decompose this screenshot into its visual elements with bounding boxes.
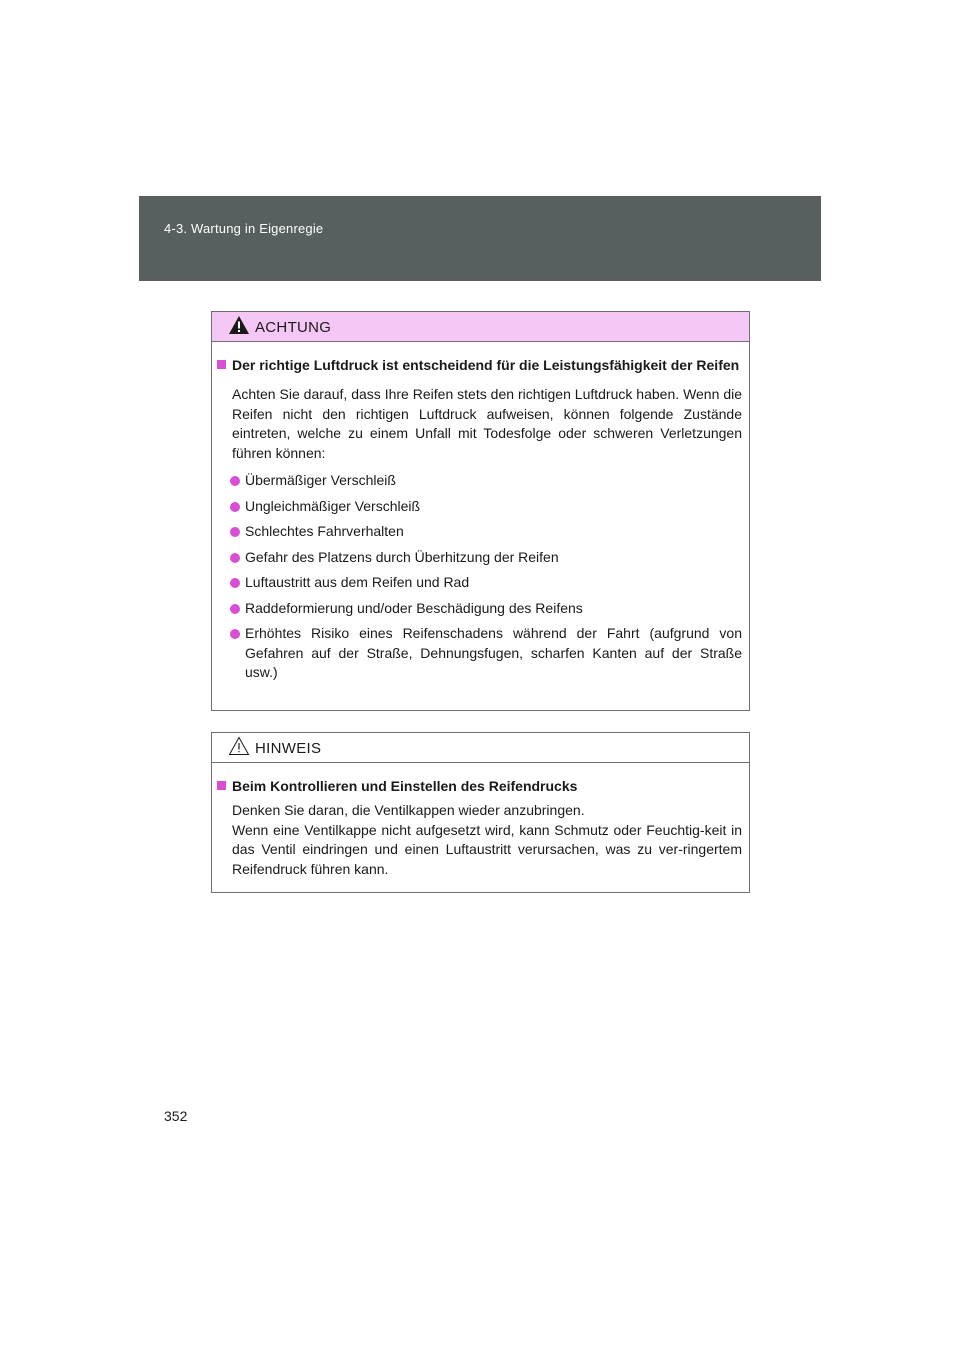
list-item: Schlechtes Fahrverhalten bbox=[216, 522, 742, 542]
warning-body: Achten Sie darauf, dass Ihre Reifen stets den richtigen Luftdruck haben. Wenn die Reifen nicht den richtigen Luftdruck aufweisen, können folgende Zustände eintreten, welche zu einem Unfall mit Todesfolge oder schweren Verletzungen führen können: bbox=[232, 386, 742, 461]
warning-triangle-icon bbox=[228, 315, 250, 335]
list-item: Luftaustritt aus dem Reifen und Rad bbox=[216, 573, 742, 593]
square-bullet-icon bbox=[217, 360, 226, 369]
notice-section-title: Beim Kontrollieren und Einstellen des Reifendrucks bbox=[216, 776, 742, 796]
circle-bullet-icon bbox=[230, 527, 240, 537]
list-item: Raddeformierung und/oder Beschädigung des Reifens bbox=[216, 599, 742, 619]
notice-label: HINWEIS bbox=[255, 740, 322, 757]
notice-box bbox=[211, 732, 750, 893]
square-bullet-icon bbox=[217, 781, 226, 790]
warning-section-title: Der richtige Luftdruck ist entscheidend für die Leistungsfähigkeit der Reifen bbox=[216, 355, 742, 375]
list-item: Gefahr des Platzens durch Überhitzung der Reifen bbox=[216, 548, 742, 568]
circle-bullet-icon bbox=[230, 553, 240, 563]
notice-body-2: Wenn eine Ventilkappe nicht aufgesetzt wird, kann Schmutz oder Feuchtig-keit in das Ventil eindringen und einen Luftaustritt verursachen, was zu ver-ringertem Reifendruck führen kann. bbox=[232, 821, 742, 877]
circle-bullet-icon bbox=[230, 502, 240, 512]
section-title: 4-3. Wartung in Eigenregie bbox=[164, 221, 324, 236]
notice-header bbox=[212, 733, 749, 763]
circle-bullet-icon bbox=[230, 629, 240, 639]
circle-bullet-icon bbox=[230, 604, 240, 614]
circle-bullet-icon bbox=[230, 476, 240, 486]
list-item: Ungleichmäßiger Verschleiß bbox=[216, 497, 742, 517]
circle-bullet-icon bbox=[230, 578, 240, 588]
section-header-band bbox=[139, 196, 821, 281]
warning-header bbox=[212, 312, 749, 342]
warning-box bbox=[211, 311, 750, 711]
warning-label: ACHTUNG bbox=[255, 319, 332, 336]
page-number: 352 bbox=[164, 1108, 188, 1124]
caution-triangle-outline-icon bbox=[228, 736, 250, 756]
list-item: Übermäßiger Verschleiß bbox=[216, 471, 742, 491]
warning-bullet-list bbox=[216, 471, 742, 683]
notice-body-1: Denken Sie daran, die Ventilkappen wieder anzubringen. bbox=[232, 802, 585, 818]
list-item: Erhöhtes Risiko eines Reifenschadens während der Fahrt (aufgrund von Gefahren auf der Straße, Dehnungsfugen, scharfen Kanten auf der Straße usw.) bbox=[216, 624, 742, 683]
